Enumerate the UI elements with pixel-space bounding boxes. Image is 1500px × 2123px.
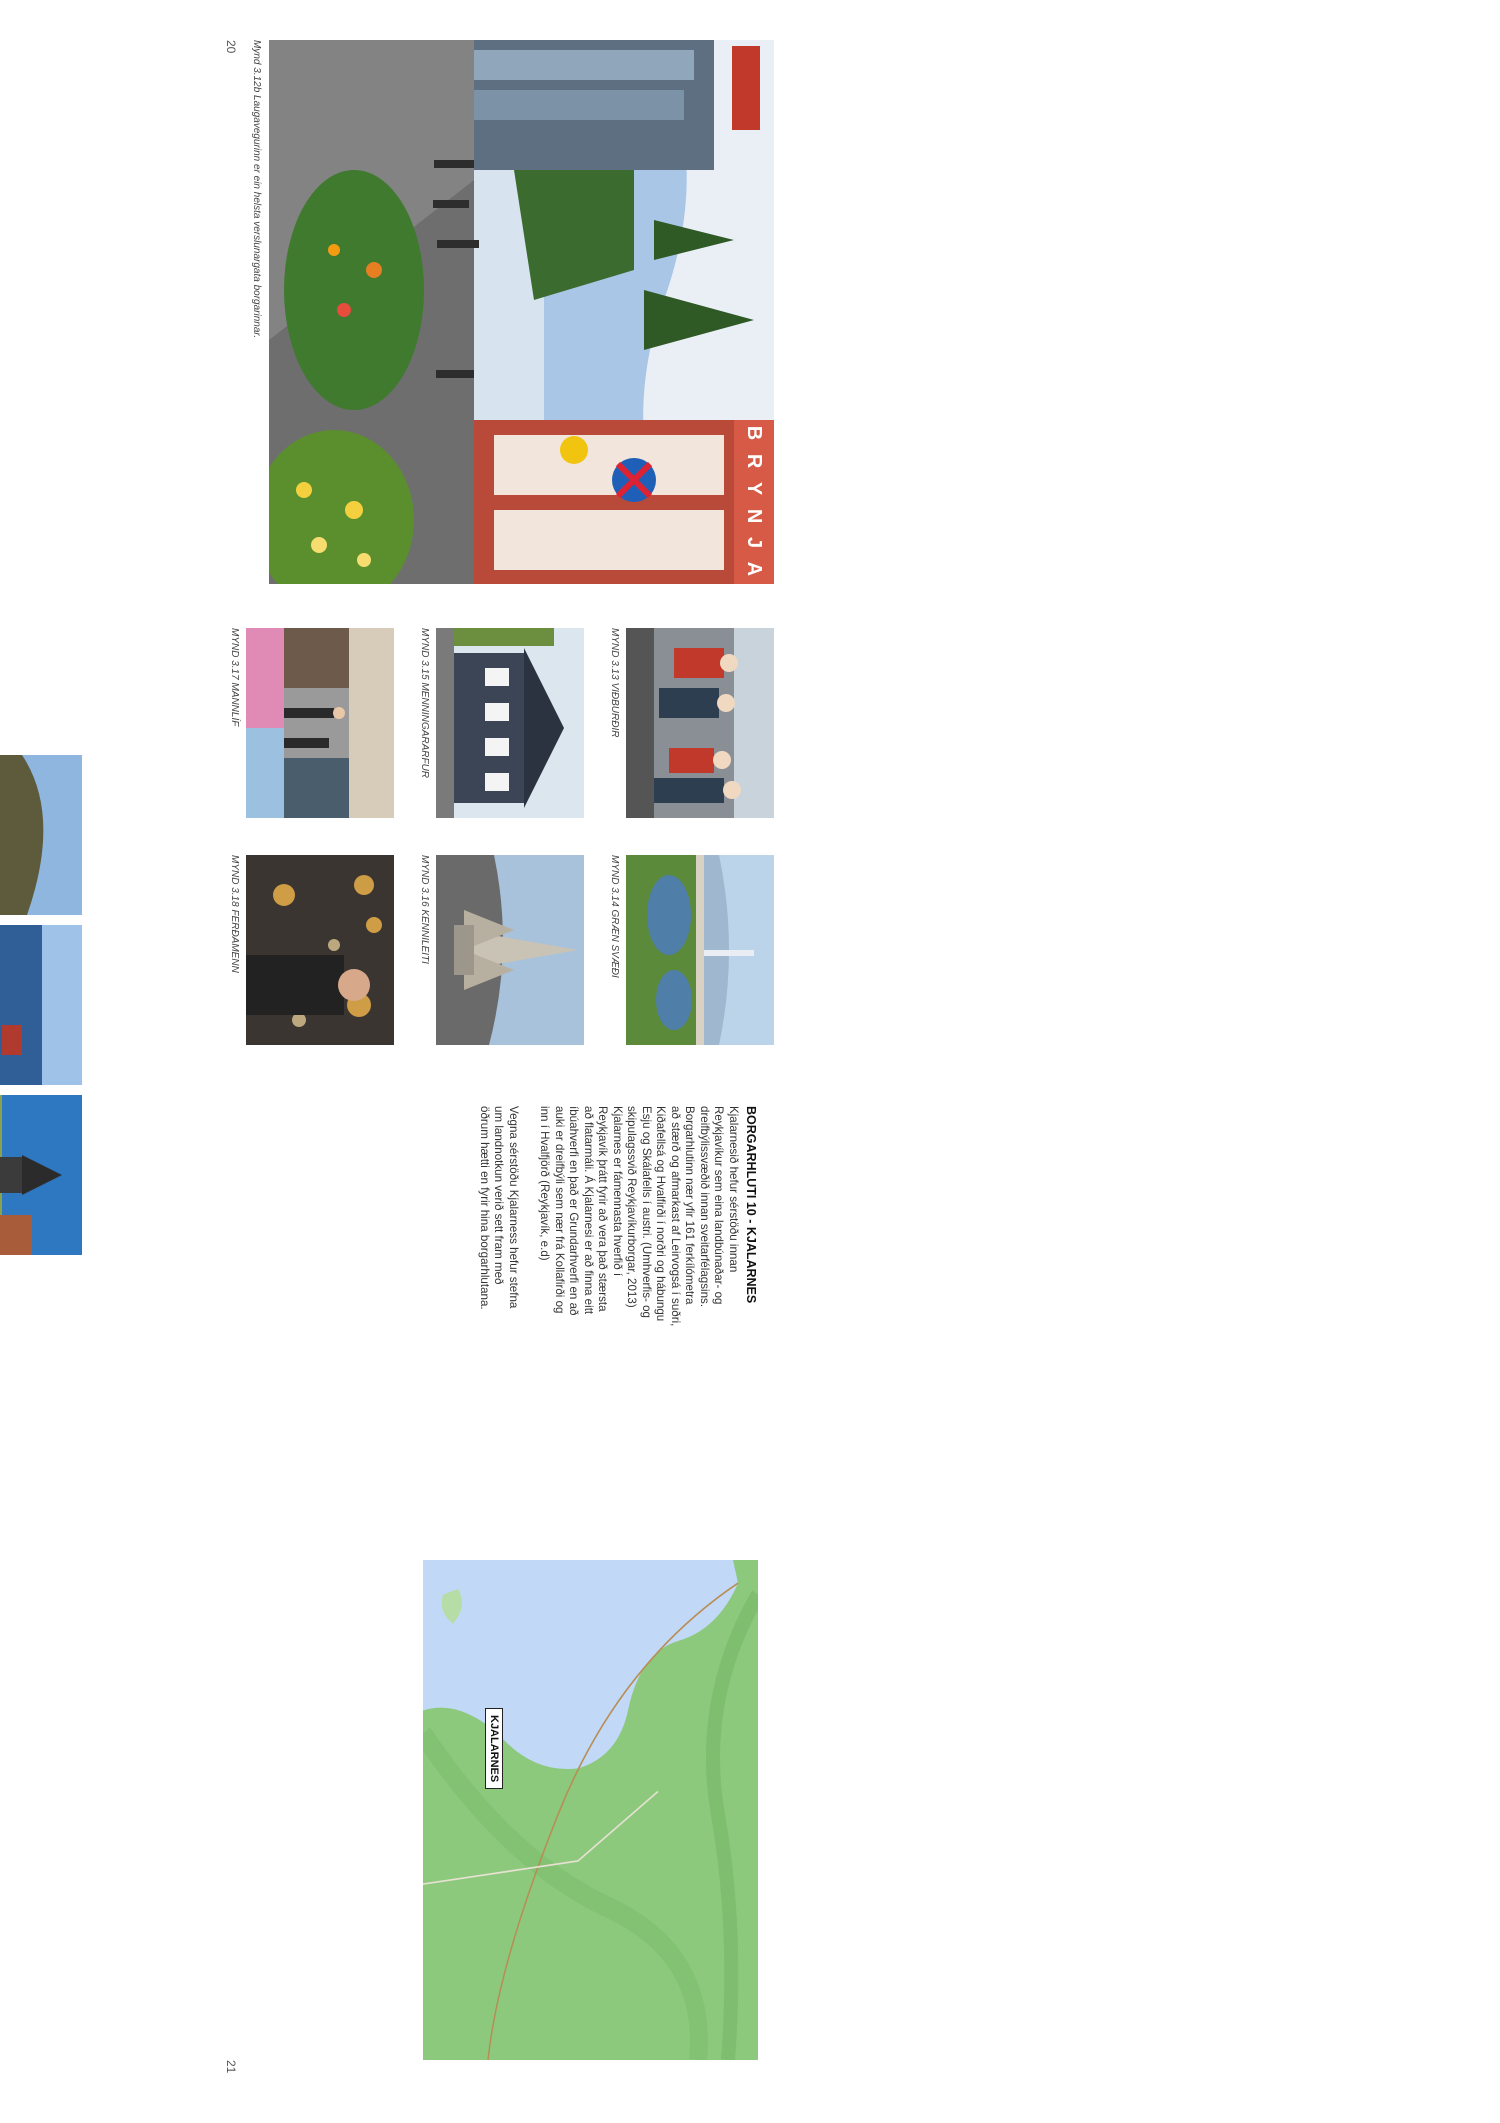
photo-caption: MYND 3.13 VIÐBURÐIR bbox=[609, 628, 620, 738]
grundarhverfi-photo bbox=[0, 925, 82, 1085]
text-line: Borgarhlutinn nær yfir 161 ferkílómetra bbox=[683, 1106, 697, 1305]
page-number-left: 20 bbox=[224, 40, 238, 54]
text-line: dreifbýlissvæðið innan sveitarfélagsins. bbox=[698, 1106, 711, 1308]
text-line: Esju og Skálafells í austri. (Umhverfis- og bbox=[640, 1106, 653, 1318]
main-photo-caption: Mynd 3.12b Laugavegurinn er ein helsta verslunargata borgarinnar. bbox=[251, 40, 262, 339]
laugavegur-street-photo bbox=[269, 40, 774, 584]
cultural-heritage-photo bbox=[436, 628, 584, 818]
text-line: Kiðafellsá og Hvalfirði í norðri og hábungu bbox=[654, 1106, 668, 1322]
photo-caption: MYND 3.15 MENNINGARARFUR bbox=[419, 628, 430, 779]
text-line: öðrum hætti en fyrir hina borgarhlutana. bbox=[478, 1106, 491, 1310]
photo-caption: MYND 3.16 KENNILEITI bbox=[419, 855, 430, 964]
sign-letter: J bbox=[743, 536, 766, 551]
second-paragraph bbox=[477, 1106, 521, 1366]
section-heading: BORGARHLUTI 10 - KJALARNES bbox=[744, 1106, 758, 1304]
text-line: að stærð og afmarkast af Leirvogsá í suðri, bbox=[669, 1106, 682, 1327]
sign-letter: B bbox=[743, 425, 766, 443]
events-photo bbox=[626, 628, 774, 818]
shop-sign bbox=[734, 420, 774, 584]
text-line: Reykjavíkur sem eina landbúnaðar- og bbox=[712, 1106, 726, 1305]
green-areas-photo bbox=[626, 855, 774, 1045]
text-line: inn í Hvalfjörð (Reykjavík, e.d) bbox=[538, 1106, 552, 1261]
text-line: Kjalarnes er fámennasta hverfið í bbox=[611, 1106, 624, 1277]
sign-letter: Y bbox=[743, 481, 766, 498]
landmark-photo bbox=[436, 855, 584, 1045]
sign-letter: N bbox=[743, 508, 766, 526]
map-label: KJALARNES bbox=[485, 1708, 503, 1789]
photo-caption: MYND 3.14 GRÆN SVÆÐI bbox=[609, 855, 620, 978]
kjalarnes-map bbox=[423, 1560, 758, 2060]
text-line: íbúahverfi en það er Grundarhverfi en að bbox=[567, 1106, 581, 1316]
photo-caption: MYND 3.17 MANNLÍF bbox=[229, 628, 240, 727]
text-line: um landnotkun verið sett fram með bbox=[492, 1106, 506, 1285]
street-life-photo bbox=[246, 628, 394, 818]
sign-letter: A bbox=[743, 561, 766, 579]
text-line: að flatarmáli. Á Kjalarnesi er að finna eitt bbox=[582, 1106, 595, 1315]
text-line: auki er dreifbýli sem nær frá Kollafirði og bbox=[553, 1106, 566, 1314]
page-number-right: 21 bbox=[224, 2060, 238, 2074]
sign-letter: R bbox=[743, 453, 766, 471]
text-line: skipulagssvið Reykjavíkurborgar, 2013) bbox=[625, 1106, 639, 1308]
intro-paragraph bbox=[537, 1106, 740, 1366]
text-line: Vegna sérstöðu Kjalarness hefur stefna bbox=[507, 1106, 520, 1309]
church-photo bbox=[0, 1095, 82, 1255]
photo-caption: MYND 3.18 FERÐAMENN bbox=[229, 855, 240, 973]
text-line: Kjalarnesið hefur sérstöðu innan bbox=[727, 1106, 740, 1273]
text-line: Reykjavík þrátt fyrir að vera það stærsta bbox=[596, 1106, 610, 1312]
farming-photo bbox=[0, 755, 82, 915]
tourists-photo bbox=[246, 855, 394, 1045]
